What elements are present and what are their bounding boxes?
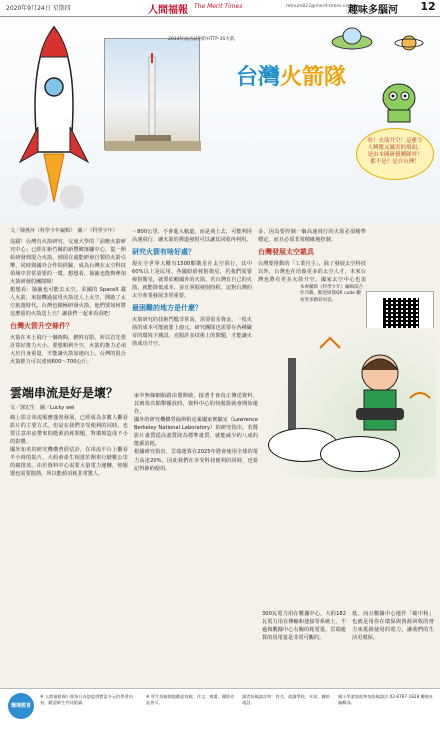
- article2-para2: 國外知名的研究機構曾經估計，在串流平台上觀看半小時的影片，大約會產生相當於開車行駛數公里的碳排放。由於資料中心需要大量電力運轉，伺服器也需要散熱，所以能源消耗非常驚人。: [10, 447, 128, 478]
- hero-title: [236, 60, 346, 91]
- article2-col4: [352, 610, 434, 684]
- launch-tower-icon: [105, 39, 201, 151]
- rocket-launch-photo: [104, 38, 200, 150]
- saturn-icon: [394, 32, 424, 54]
- ufo-icon: [330, 24, 374, 52]
- article2-col3: [262, 610, 346, 684]
- article2-para6: 300瓦電力用在數據中心，大約182瓦電力用在傳輸和連接等系統上。不過與數據中心有關的耗電量，雲端運算的用電量是非常可觀的。: [262, 611, 346, 642]
- environment-badge-icon: 環境教育: [8, 693, 34, 719]
- article2-para5: 根據研究指出，雲端運算在2025年將會使用全球的電力高達20%，因此我們在享受科技便利的同時，也要記得節約使用。: [134, 449, 258, 472]
- photo-caption: 2014年成功試射的HTTP-3S火箭。: [168, 37, 239, 42]
- article1-para3: 火箭在本土飛行一個時間，燃料有限，所以首先要計算好推力大小。要想順利升空，火箭的推力必須大於自身重量，才能讓火箭加速向上。台灣的混合火箭推力可以達到600～700公斤。: [10, 335, 126, 366]
- article2-para1: 線上影音串流服務蓬勃發展，已經成為多數人觀看影片的主要方式。但是在我們享受便利的同時，也要注意串流帶來的能源消耗問題，對環境造成不小的影響。: [10, 415, 128, 446]
- article1-col1: [10, 228, 126, 378]
- footer-note-4: 國小學童如欲參加投稿請洽 02-8787-1828 轉報社編輯部。: [338, 694, 434, 706]
- rocket-icon: [4, 22, 104, 222]
- issue-date: 2020年9月24日 星期四: [6, 5, 71, 12]
- page-number: 12: [420, 0, 436, 13]
- article2-byline: 文／郭宏生 圖／Lucky wei: [10, 405, 75, 411]
- article2-col1: [10, 414, 128, 684]
- newspaper-logo[interactable]: 人間福報: [148, 5, 188, 16]
- subhead-space-vehicles: 台灣發展太空載具: [258, 248, 314, 257]
- footer-note-2: ※ 學生投稿園地歡迎投稿：作文、繪畫、攝影作品皆可。: [146, 694, 235, 706]
- footer-note-3: 讀者投稿請註明：姓名、就讀學校、年級、聯絡電話。: [242, 694, 330, 706]
- hero-title-part2: 火箭隊: [280, 65, 347, 90]
- article1-para6: 火箭研究的技術門檻非常高，需要很多資金，一枚火箭的成本可能就要上億元。研究團隊也需要在各種嚴苛的環境下測試，克服許多技術上的問題，才能讓火箭成功升空。: [132, 317, 252, 348]
- contact-email[interactable]: mtnum823@merit-times.com.tw: [286, 4, 360, 9]
- article2-para3: 家中無線網路路由器開啟，接著才會真正傳送資料。其實每次點擊播放時，資料中心的伺服器就會開始運作。: [134, 393, 258, 416]
- article1-para4: ～800公里，不會進入軌道，而是飛上去，可能利用高速飛行，讓火箭的彈道發射可以讓其回收再利用。: [132, 229, 252, 244]
- article1-para8: 台灣要推動的「工業自主」，除了發展太空科技以外，台灣也在培養更多的太空人才，未來台灣也將有更多火箭升空。國家太空中心也表: [258, 260, 366, 284]
- page-header: [0, 0, 440, 17]
- section-title: 趣味多腦河: [348, 5, 398, 16]
- article1-para2: 想想看：抽籤也可能去太空。美國的 SpaceX 載人火箭，來接機過接用火箭送人上太空，開啟了太空旅遊時代。台灣也積極研發火箭，他們要如何將這麼重的火箭送上天？讓我們一起來看看吧！: [10, 287, 126, 318]
- qr-caption: 本專欄與《科學少年》編輯部合作刊載，歡迎掃描QR code 觀看更多精彩內容。: [300, 285, 363, 303]
- page-footer: [0, 688, 440, 735]
- hero-illustration: [0, 18, 440, 223]
- article1-col3: [258, 228, 366, 284]
- article1-para7: 多，因為要控制一個高速飛行的火箭必須精準穩定，而且必須非常精確地控制。: [258, 229, 366, 244]
- speech-bubble: 哇！火箭升空！這麼令人興奮又厲害的場面，是由本國研發團隊呼！都不是？是自台灣！: [356, 128, 434, 180]
- article1-byline: 文／陳燕萍（科學少年編輯） 圖／《科學少年》: [10, 228, 118, 234]
- article2-para7: 低，而且數據中心運作「碳中和」也就是用你在環保與資源回收的努力來抵銷使用的電力，讓我們的生活更環保。: [352, 611, 434, 642]
- subhead-launch-conditions: 台灣火箭升空條件？: [10, 322, 73, 331]
- cloud-streaming-illustration: [260, 328, 436, 478]
- article2-col2: [134, 392, 258, 684]
- article2-para4: 國外的研究機構勞倫斯柏克萊國家實驗室（Lawrence Berkeley National Laboratory）的研究指出，若將影片畫質從高畫質降為標準畫質，就能減少約八成的能源消耗。: [134, 417, 258, 448]
- cloud-shape: [320, 436, 400, 472]
- article1-para5: 現在全世界大概有1500顆衛星在太空飛行，其中60%以上是民用。各國紛紛發射衛星，若我們需要發射衛星，就要依賴國外的火箭。若台灣有自己的火箭，就能降低成本，並且掌握發射時程，這對台灣的太空產業發展非常重要。: [132, 260, 252, 300]
- subhead-difficulty: 最困難的地方是什麼？: [132, 304, 202, 313]
- newspaper-logo-en: The Merit Times: [194, 3, 243, 10]
- subhead-benefits: 研究火箭有啥好處？: [132, 248, 195, 257]
- article1-para1: 沒錯！台灣有火箭研究、交通大學的「前瞻火箭研究中心」已經在新竹縣的新豐鄉落腳中心，從一開始研發到混合火箭，到現在還能研發自製的火箭引擎，同時與國外合作的經驗，成為台灣在太空科技領域中非常重要的一環。想想看，抽籤也能夠參加火箭研發的團隊喔！: [10, 238, 126, 286]
- footer-note-1: ※ 人間福報國小版每日為您提供豐富多元的學習內容，歡迎師生共同閱讀。: [40, 694, 133, 706]
- article2-title: 雲端串流是好是壞？: [10, 386, 119, 400]
- hero-title-part1: 台灣: [236, 65, 281, 90]
- article1-col2: [132, 228, 252, 378]
- alien-icon: [374, 76, 424, 126]
